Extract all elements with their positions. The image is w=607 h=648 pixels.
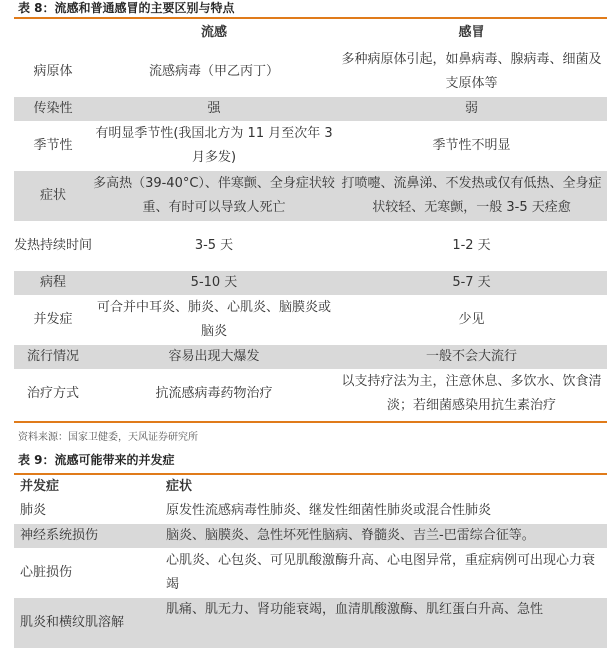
complication-symptom: 脑炎、脑膜炎、急性坏死性脑病、脊髓炎、吉兰-巴雷综合征等。	[166, 528, 535, 543]
row-label: 治疗方式	[26, 386, 79, 401]
table8-row-treatment	[14, 369, 607, 419]
table9-row-neuro	[14, 524, 607, 548]
row-label: 症状	[39, 188, 66, 203]
cold-cell: 1-2 天	[452, 238, 491, 253]
row-label: 流行情况	[26, 349, 79, 364]
table9-top-rule	[14, 473, 607, 475]
table8-header-row	[14, 19, 607, 47]
table9	[14, 476, 607, 648]
complication-name: 神经系统损伤	[20, 528, 99, 543]
cold-cell: 以支持疗法为主，注意休息、多饮水、饮食清淡；若细菌感染用抗生素治疗	[341, 374, 602, 413]
cold-cell: 季节性不明显	[432, 138, 511, 153]
complication-name: 肺炎	[20, 503, 47, 518]
table9-header-name: 并发症	[14, 476, 166, 498]
table8-source: 资料来源：国家卫健委，天风证券研究所	[18, 432, 198, 443]
table9-row-cardiac	[14, 548, 607, 598]
table8-row-fever-duration	[14, 221, 607, 271]
table8-header-label	[14, 19, 92, 47]
table8-header-cold: 感冒	[458, 25, 485, 40]
complication-symptom: 心肌炎、心包炎、可见肌酸激酶升高、心电图异常，重症病例可出现心力衰竭	[166, 553, 596, 592]
row-label: 传染性	[33, 101, 73, 116]
table8-row-pathogen	[14, 47, 607, 97]
flu-cell: 容易出现大爆发	[168, 349, 260, 364]
table9-header-symptom: 症状	[166, 476, 607, 498]
flu-cell: 5-10 天	[190, 275, 238, 290]
cold-cell: 多种病原体引起，如鼻病毒、腺病毒、细菌及支原体等	[341, 52, 602, 91]
row-label: 季节性	[33, 138, 73, 153]
table8-row-complications	[14, 295, 607, 345]
flu-cell: 流感病毒（甲乙丙丁）	[148, 64, 279, 79]
row-label: 病程	[39, 275, 66, 290]
table8	[14, 19, 607, 419]
cold-cell: 5-7 天	[452, 275, 491, 290]
flu-cell: 多高热（39-40°C）、伴寒颤、全身症状较重、有时可以导致人死亡	[93, 176, 335, 215]
flu-cell: 强	[207, 101, 221, 116]
table8-bottom-rule	[14, 421, 607, 423]
table9-caption: 表 9：流感可能带来的并发症	[18, 453, 175, 467]
cold-cell: 少见	[458, 312, 485, 327]
complication-name: 肌炎和横纹肌溶解	[20, 615, 125, 630]
complication-symptom: 肌痛、肌无力、肾功能衰竭，血清肌酸激酶、肌红蛋白升高、急性	[166, 602, 544, 617]
cold-cell: 一般不会大流行	[425, 349, 517, 364]
table8-row-course	[14, 271, 607, 295]
row-label: 发热持续时间	[14, 238, 93, 253]
table8-header-flu: 流感	[200, 25, 227, 40]
table8-row-symptoms	[14, 171, 607, 221]
table9-row-pneumonia	[14, 498, 607, 524]
table8-caption: 表 8：流感和普通感冒的主要区别与特点	[18, 1, 235, 15]
table9-header-row	[14, 476, 607, 498]
cold-cell: 打喷嚏、流鼻涕、不发热或仅有低热、全身症状较轻、无寒颤，一般 3-5 天痊愈	[341, 176, 602, 215]
complication-name: 心脏损伤	[20, 565, 73, 580]
table8-row-epidemic	[14, 345, 607, 369]
flu-cell: 3-5 天	[194, 238, 234, 253]
flu-cell: 抗流感病毒药物治疗	[155, 386, 273, 401]
row-label: 病原体	[33, 64, 73, 79]
table8-row-contagion	[14, 97, 607, 121]
row-label: 并发症	[33, 312, 73, 327]
flu-cell: 有明显季节性(我国北方为 11 月至次年 3 月多发)	[95, 126, 333, 165]
table8-row-season	[14, 121, 607, 171]
complication-symptom: 原发性流感病毒性肺炎、继发性细菌性肺炎或混合性肺炎	[166, 503, 492, 518]
table9-row-myositis	[14, 598, 607, 648]
cold-cell: 弱	[464, 101, 478, 116]
flu-cell: 可合并中耳炎、肺炎、心肌炎、脑膜炎或脑炎	[96, 300, 331, 339]
